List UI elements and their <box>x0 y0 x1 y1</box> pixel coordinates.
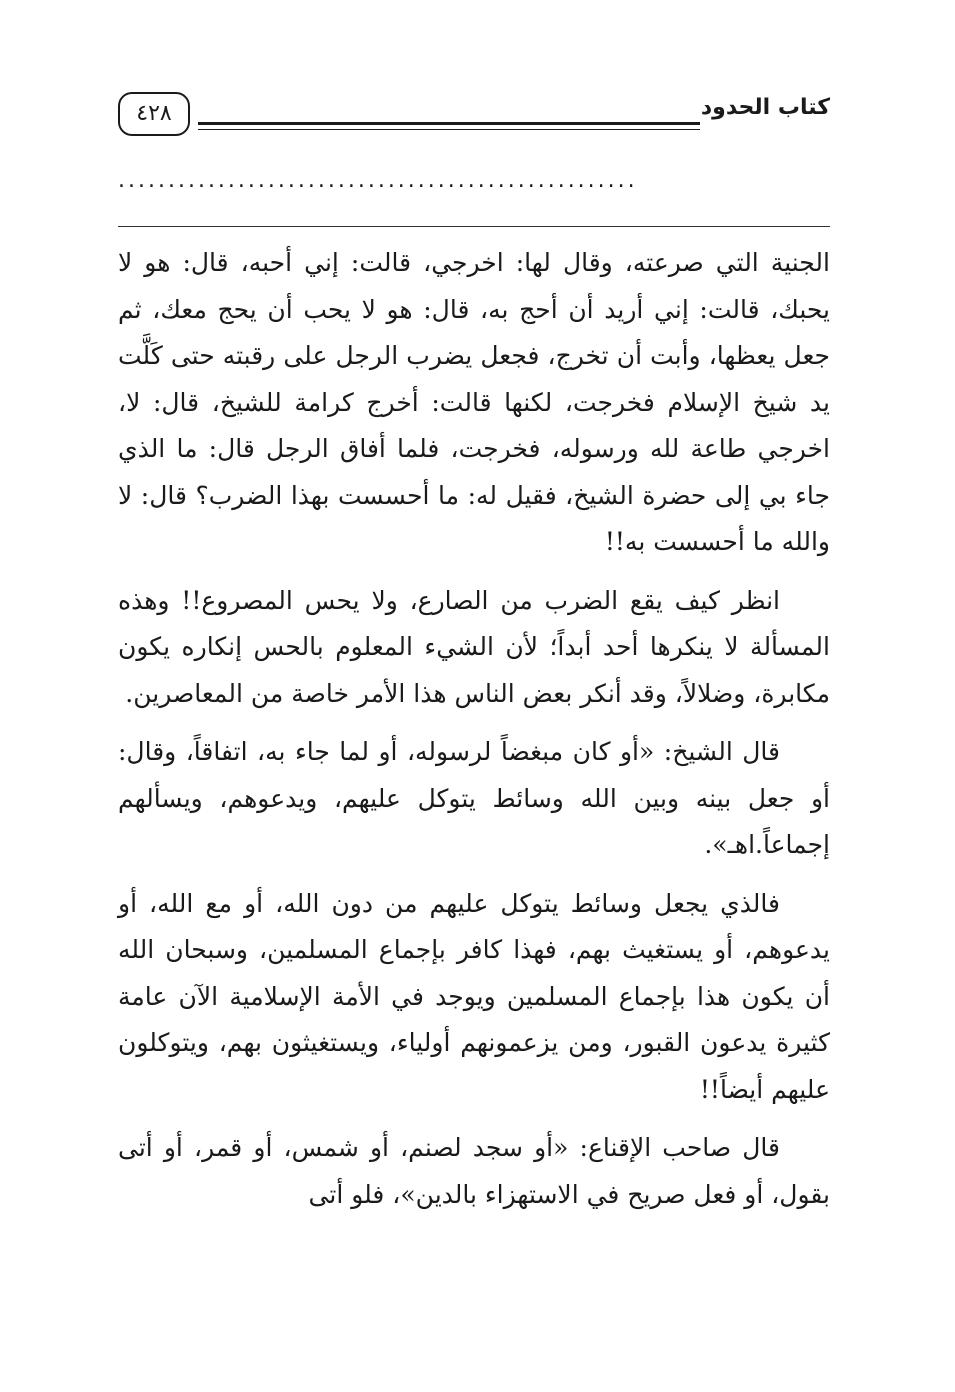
header-rule-thin <box>198 129 700 130</box>
page-number: ٤٢٨ <box>118 92 190 136</box>
page-header <box>118 92 830 142</box>
paragraph-2: انظر كيف يقع الضرب من الصارع، ولا يحس المصروع!! وهذه المسألة لا ينكرها أحد أبداً؛ لأن الشيء المعلوم بالحس إنكاره يكون مكابرة، وضلالاً، وقد أنكر بعض الناس هذا الأمر خاصة من المعاصرين. <box>118 585 830 708</box>
paragraph-5: قال صاحب الإقناع: «أو سجد لصنم، أو شمس، أو قمر، أو أتى بقول، أو فعل صريح في الاستهزاء بالدين»، فلو أتى <box>118 1133 830 1209</box>
book-title: كتاب الحدود <box>700 95 830 120</box>
header-rule-thick <box>198 122 700 125</box>
paragraph-4: فالذي يجعل وسائط يتوكل عليهم من دون الله، أو مع الله، أو يدعوهم، أو يستغيث بهم، فهذا كافر بإجماع المسلمين، وسبحان الله أن يكون هذا بإجماع المسلمين ويوجد في الأمة الإسلامية الآن عامة كثيرة يدعون القبور، ومن يزعمونهم أولياء، ويستغيثون بهم، ويتوكلون عليهم أيضاً!! <box>118 888 830 1104</box>
paragraph-1: الجنية التي صرعته، وقال لها: اخرجي، قالت: إني أحبه، قال: هو لا يحبك، قالت: إني أريد أن أحج به، قال: هو لا يحب أن يحج معك، ثم جعل يعظها، وأبت أن تخرج، فجعل يضرب الرجل على رقبته حتى كَلَّت يد شيخ الإسلام فخرجت، لكنها قالت: أخرج كرامة للشيخ، قال: لا، اخرجي طاعة لله ورسوله، فخرجت، فلما أفاق الرجل قال: ما الذي جاء بي إلى حضرة الشيخ، فقيل له: ما أحسست بهذا الضرب؟ قال: لا والله ما أحسست به!! <box>118 248 830 556</box>
dotted-continuation-line: .................................................... <box>118 168 638 193</box>
page-body <box>118 240 830 1230</box>
paragraph-3: قال الشيخ: «أو كان مبغضاً لرسوله، أو لما جاء به، اتفاقاً، وقال: أو جعل بينه وبين الله وسائط يتوكل عليهم، ويدعوهم، ويسألهم إجماعاً.اهـ». <box>118 737 830 859</box>
header-separator <box>118 226 830 227</box>
